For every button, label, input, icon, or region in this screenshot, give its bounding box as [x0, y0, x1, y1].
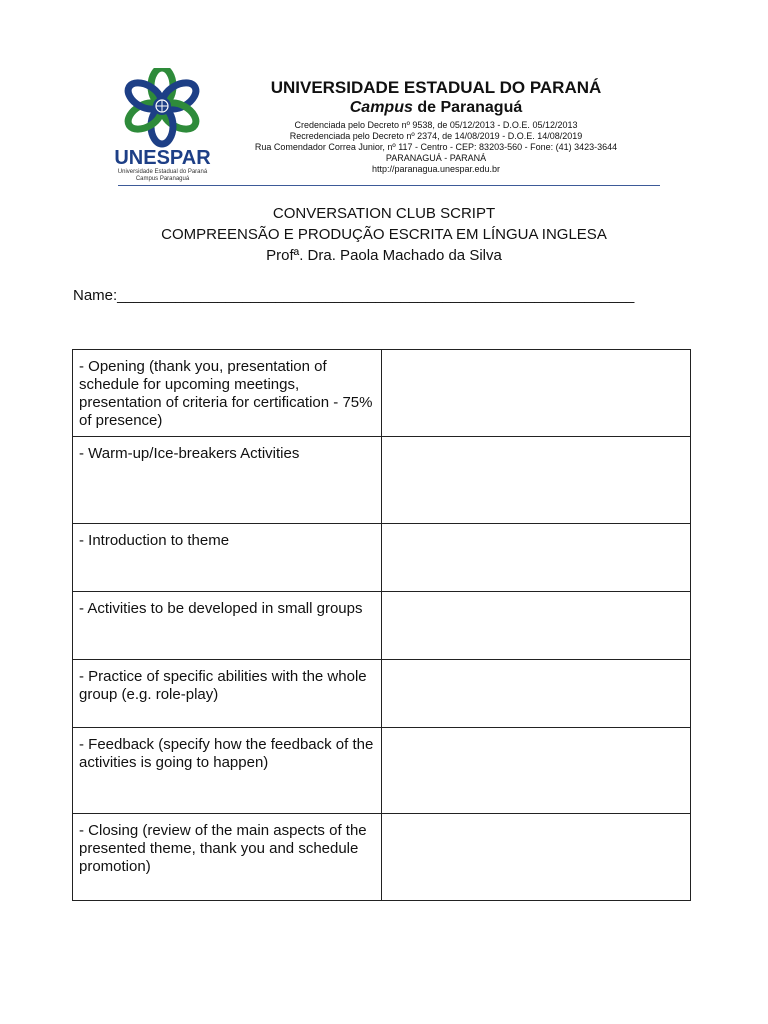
logo-subtitle-line1: Universidade Estadual do Paraná [117, 169, 208, 175]
row-answer-cell[interactable] [382, 814, 691, 901]
city-line: PARANAGUÁ - PARANÁ [385, 153, 487, 163]
institution-header [226, 78, 646, 175]
row-label-introduction: - Introduction to theme [73, 524, 382, 592]
script-table [72, 349, 691, 901]
table-row [73, 814, 691, 901]
row-label-warm-up: - Warm-up/Ice-breakers Activities [73, 437, 382, 524]
table-row [73, 350, 691, 437]
logo-subtitle-line2: Campus Paranaguá [135, 176, 190, 182]
accreditation-line: Credenciada pelo Decreto nº 9538, de 05/12/2013 - D.O.E. 05/12/2013 [294, 120, 578, 130]
campus-city: de Paranaguá [412, 99, 523, 116]
row-label-practice: - Practice of specific abilities with the whole group (e.g. role-play) [73, 660, 382, 728]
table-row [73, 437, 691, 524]
row-label-opening: - Opening (thank you, presentation of schedule for upcoming meetings, presentation of criteria for certification - 75% of presence) [73, 350, 382, 437]
reaccreditation-line: Recredenciada pelo Decreto nº 2374, de 14/08/2019 - D.O.E. 14/08/2019 [289, 131, 583, 141]
table-row [73, 592, 691, 660]
header-divider [118, 185, 660, 186]
unespar-logo [110, 68, 215, 186]
row-answer-cell[interactable] [382, 350, 691, 437]
document-titles [0, 203, 768, 266]
university-name: UNIVERSIDADE ESTADUAL DO PARANÁ [270, 78, 602, 97]
website-line: http://paranagua.unespar.edu.br [371, 164, 501, 174]
unespar-emblem-icon [110, 68, 215, 148]
row-answer-cell[interactable] [382, 660, 691, 728]
table-row [73, 728, 691, 814]
campus-name [226, 98, 646, 117]
row-label-feedback: - Feedback (specify how the feedback of the activities is going to happen) [73, 728, 382, 814]
row-label-closing: - Closing (review of the main aspects of the presented theme, thank you and schedule promotion) [73, 814, 382, 901]
table-row [73, 524, 691, 592]
logo-wordmark: UNESPAR [114, 147, 211, 169]
row-answer-cell[interactable] [382, 524, 691, 592]
row-answer-cell[interactable] [382, 592, 691, 660]
row-answer-cell[interactable] [382, 728, 691, 814]
professor-name: Profª. Dra. Paola Machado da Silva [266, 247, 502, 264]
row-label-small-groups: - Activities to be developed in small groups [73, 592, 382, 660]
course-title: COMPREENSÃO E PRODUÇÃO ESCRITA EM LÍNGUA INGLESA [161, 226, 607, 243]
row-answer-cell[interactable] [382, 437, 691, 524]
name-field[interactable]: Name:______________________________________________________________ [73, 287, 635, 304]
address-line: Rua Comendador Correa Junior, nº 117 - Centro - CEP: 83203-560 - Fone: (41) 3423-3644 [254, 142, 618, 152]
campus-label: Campus [349, 99, 413, 116]
table-row [73, 660, 691, 728]
script-title: CONVERSATION CLUB SCRIPT [272, 205, 496, 222]
